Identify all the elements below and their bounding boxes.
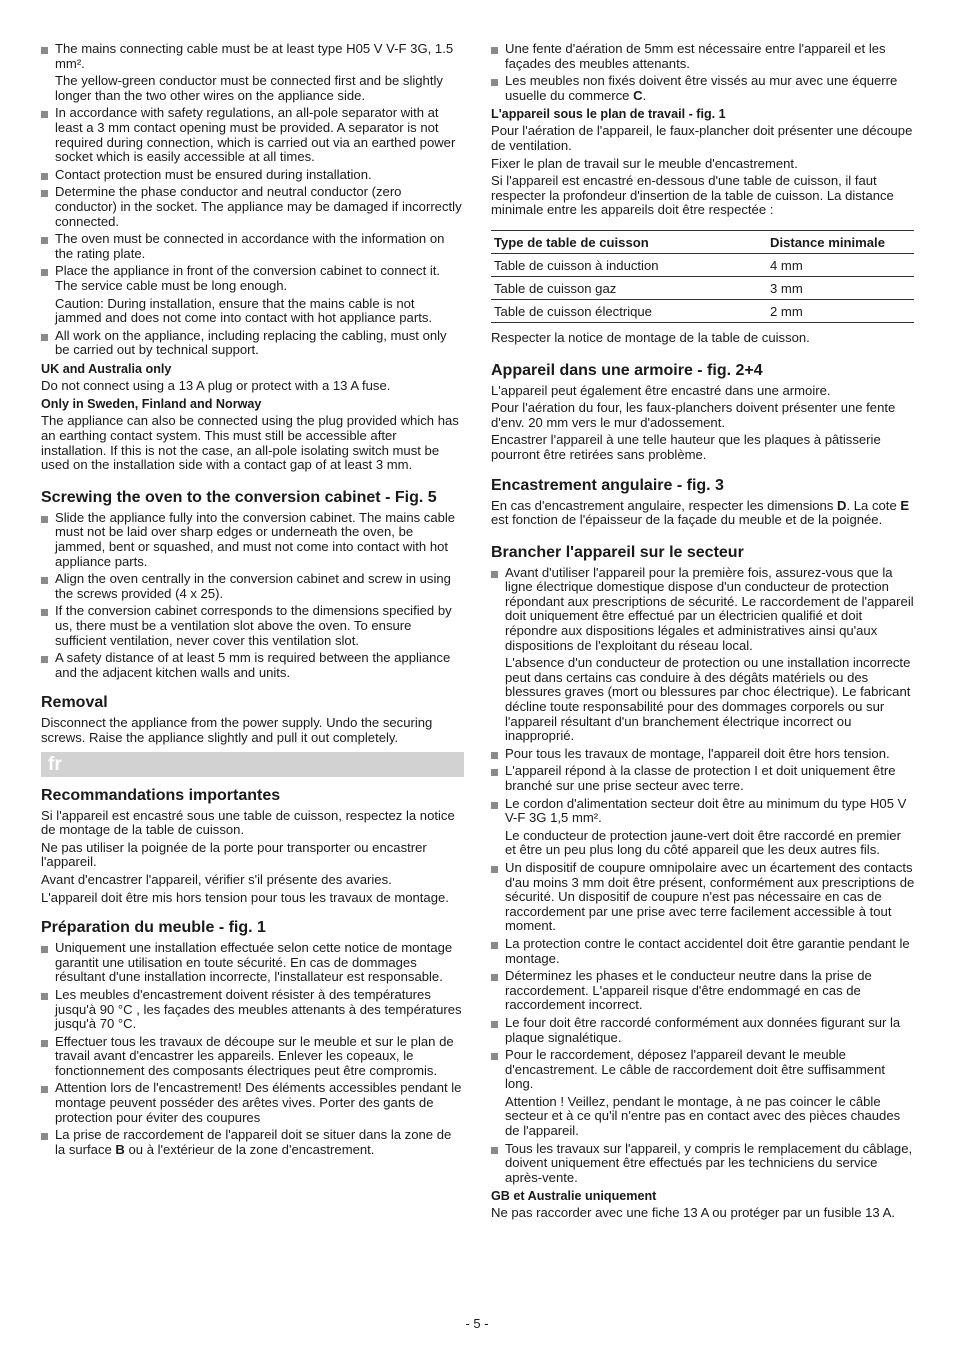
list-item-text: Effectuer tous les travaux de découpe sur le meuble et sur le plan de travail avant d'encastrer les appareils. Enlever les copeaux, le fonctionnement des composants électriques peut être compromis. <box>55 1033 454 1078</box>
list-item <box>41 185 464 229</box>
list-item-text <box>505 74 915 103</box>
angular-heading: Encastrement angulaire - fig. 3 <box>491 476 724 494</box>
table-cell: Table de cuisson gaz <box>491 276 767 299</box>
table-cell: 2 mm <box>767 299 914 322</box>
list-item-text: A safety distance of at least 5 mm is required between the appliance and the adjacent kitchen walls and units. <box>55 650 451 680</box>
list-item <box>41 651 464 680</box>
text-run: est fonction de l'épaisseur de la façade du meuble et de la poignée. <box>491 512 883 528</box>
armoire-paragraph: L'appareil peut également être encastré dans une armoire. <box>491 382 831 398</box>
list-item-text: Tous les travaux sur l'appareil, y compris le remplacement du câblage, doivent uniquement être effectués par les techniciens du service après-vente. <box>505 1140 913 1185</box>
language-code: fr <box>48 753 62 775</box>
list-item-text: L'appareil répond à la classe de protection I et doit uniquement être branché sur une prise secteur avec terre. <box>505 763 896 793</box>
list-item <box>491 861 915 934</box>
list-item-text: If the conversion cabinet corresponds to the dimensions specified by us, there must be a ventilation slot above the oven. To ensure sufficient ventilation, never cover this ventilation slot. <box>55 603 452 648</box>
recommandations-heading: Recommandations importantes <box>41 786 281 804</box>
text-run: La prise de raccordement de l'appareil doit se situer dans la zone de la surface <box>55 1127 452 1157</box>
list-item-text: Pour le raccordement, déposez l'appareil devant le meuble d'encastrement. Le câble de raccordement doit être suffisamment long. <box>505 1047 885 1092</box>
list-item <box>491 1048 915 1139</box>
list-item <box>491 797 915 858</box>
uk-text: Do not connect using a 13 A plug or protect with a 13 A fuse. <box>41 377 391 393</box>
removal-text: Disconnect the appliance from the power supply. Undo the securing screws. Raise the appliance slightly and pull it out completely. <box>41 715 433 745</box>
list-item <box>41 1081 464 1125</box>
list-item-text: Avant d'utiliser l'appareil pour la première fois, assurez-vous que la ligne électrique domestique dispose d'un conducteur de protection répondant aux prescriptions de sécurité. Le raccordement de l'appareil doit uniquement être effectué par un électricien qualifié et doit répondre aux dispositions légales et administratives ainsi qu'aux dispositions de l'exploitant du réseau local. <box>505 564 914 653</box>
page-number: - 5 - <box>465 1316 489 1331</box>
list-item <box>41 511 464 569</box>
list-item-text: Un dispositif de coupure omnipolaire avec un écartement des contacts d'au moins 3 mm doit être présent, conformément aux prescriptions de sécurité. Un dispositif de coupure n'est pas nécessaire en cas de raccordement par une prise avec terre facilement accessible à tout moment. <box>505 859 915 934</box>
text-run: Les meubles non fixés doivent être vissés au mur avec une équerre usuelle du commerce <box>505 73 898 103</box>
list-item-text: Le four doit être raccordé conformément aux données figurant sur la plaque signalétique. <box>505 1014 901 1045</box>
gb-heading: GB et Australie uniquement <box>491 1189 657 1204</box>
under-worktop-paragraph: Pour l'aération de l'appareil, le faux-plancher doit présenter une découpe de ventilation. <box>491 123 913 153</box>
list-item-text: Contact protection must be ensured during installation. <box>55 166 372 182</box>
list-item <box>41 232 464 261</box>
left-column <box>41 42 464 1160</box>
list-item-note: The yellow-green conductor must be connected first and be slightly longer than the two other wires on the appliance side. <box>55 73 443 103</box>
dimension-label: D <box>837 497 847 513</box>
list-item-text: The oven must be connected in accordance with the information on the rating plate. <box>55 231 445 261</box>
list-item <box>41 941 464 985</box>
list-item-text: The mains connecting cable must be at least type H05 V V-F 3G, 1.5 mm². <box>55 41 454 71</box>
table-cell: 3 mm <box>767 276 914 299</box>
list-item-text: Determine the phase conductor and neutral conductor (zero conductor) in the socket. The appliance may be damaged if incorrectly connected. <box>55 184 462 229</box>
list-item-text: Slide the appliance fully into the conversion cabinet. The mains cable must not be laid over sharp edges or underneath the oven, be jammed, bent or squashed, and must not come into contact with hot appliance parts. <box>55 509 456 569</box>
connection-requirements-list <box>41 42 464 358</box>
list-item-note: Le conducteur de protection jaune-vert doit être raccordé en premier et être un peu plus long du côté appareil que les deux autres fils. <box>505 827 901 858</box>
table-header-row <box>491 230 914 253</box>
table-row <box>491 299 914 322</box>
list-item <box>491 566 915 744</box>
list-item-text: Place the appliance in front of the conversion cabinet to connect it. The service cable must be long enough. <box>55 263 441 293</box>
list-item <box>41 988 464 1032</box>
text-run: . La cote <box>846 497 901 513</box>
dimension-label: E <box>900 497 910 513</box>
under-worktop-paragraph: Si l'appareil est encastré en-dessous d'une table de cuisson, il faut respecter la profondeur d'insertion de la table de cuisson. La distance minimale entre les appareils doit être respectée : <box>491 173 894 218</box>
column-header-min-distance: Distance minimale <box>767 230 914 253</box>
list-item-text: Une fente d'aération de 5mm est nécessaire entre l'appareil et les façades des meubles attenants. <box>505 41 886 71</box>
right-column <box>491 42 915 1224</box>
recommandation-paragraph: Ne pas utiliser la poignée de la porte pour transporter ou encastrer l'appareil. <box>41 839 427 870</box>
list-item-text: Le cordon d'alimentation secteur doit être au minimum du type H05 V V-F 3G 1,5 mm². <box>505 795 907 826</box>
preparation-list <box>41 941 464 1157</box>
recommandation-paragraph: Avant d'encastrer l'appareil, vérifier s'il présente des avaries. <box>41 871 392 887</box>
list-item <box>491 74 915 103</box>
text-run: . <box>642 87 647 103</box>
table-note: Respecter la notice de montage de la table de cuisson. <box>491 329 810 345</box>
recommandation-paragraph: Si l'appareil est encastré sous une table de cuisson, respectez la notice de montage de la table de cuisson. <box>41 807 455 838</box>
list-item-note: Caution: During installation, ensure that the mains cable is not jammed and does not come into contact with hot appliance parts. <box>55 295 433 326</box>
hob-distance-table <box>491 230 914 323</box>
list-item <box>491 747 915 762</box>
list-item-text: Déterminez les phases et le conducteur neutre dans la prise de raccordement. L'appareil risque d'être endommagé en cas de raccordement incorrect. <box>505 968 872 1013</box>
list-item <box>491 1016 915 1045</box>
text-run: En cas d'encastrement angulaire, respecter les dimensions <box>491 497 838 513</box>
angular-text <box>491 499 915 528</box>
table-cell: Table de cuisson électrique <box>491 299 767 322</box>
list-item <box>491 937 915 966</box>
recommandation-paragraph: L'appareil doit être mis hors tension pour tous les travaux de montage. <box>41 889 449 905</box>
list-item-text: Pour tous les travaux de montage, l'appareil doit être hors tension. <box>505 745 890 761</box>
list-item <box>491 969 915 1013</box>
table-row <box>491 276 914 299</box>
list-item <box>491 42 915 71</box>
table-row <box>491 253 914 276</box>
list-item <box>41 1128 464 1157</box>
under-worktop-heading: L'appareil sous le plan de travail - fig. 1 <box>491 107 726 122</box>
bracket-label: C <box>633 87 643 103</box>
list-item <box>41 264 464 325</box>
armoire-heading: Appareil dans une armoire - fig. 2+4 <box>491 361 763 379</box>
list-item-text: La protection contre le contact accidentel doit être garantie pendant le montage. <box>505 935 910 966</box>
list-item <box>41 604 464 648</box>
brancher-list <box>491 566 915 1186</box>
brancher-heading: Brancher l'appareil sur le secteur <box>491 543 744 561</box>
column-header-hob-type: Type de table de cuisson <box>491 230 767 253</box>
nordic-heading: Only in Sweden, Finland and Norway <box>41 397 262 412</box>
list-item <box>41 168 464 183</box>
removal-heading: Removal <box>41 694 108 712</box>
armoire-paragraph: Encastrer l'appareil à une telle hauteur que les plaques à pâtisserie pourront être retirées sans problème. <box>491 432 881 462</box>
armoire-paragraph: Pour l'aération du four, les faux-planchers doivent présenter une fente d'env. 20 mm vers le mur d'adossement. <box>491 400 896 430</box>
list-item-text: Attention lors de l'encastrement! Des éléments accessibles pendant le montage peuvent posséder des arêtes vives. Porter des gants de protection pour éviter des coupures <box>55 1080 462 1125</box>
list-item <box>41 329 464 358</box>
list-item <box>491 1142 915 1186</box>
list-item-note: L'absence d'un conducteur de protection ou une installation incorrecte peut dans certains cas conduire à des dégâts matériels ou des blessures graves (mort ou blessures par choc électrique). Le fabricant décline toute responsabilité pour des dommages corporels ou sur l'appareil résultant d'un branchement électrique incorrect ou inapproprié. <box>505 655 911 744</box>
list-item-note: Attention ! Veillez, pendant le montage, à ne pas coincer le câble secteur et à ce qu'il n'entre pas en contact avec des pièces chaudes de l'appareil. <box>505 1093 901 1139</box>
list-item-text: Les meubles d'encastrement doivent résister à des températures jusqu'à 90 °C , les façades des meubles attenants à des températures jusqu'à 70 °C. <box>55 986 462 1032</box>
screwing-heading: Screwing the oven to the conversion cabinet - Fig. 5 <box>41 488 437 506</box>
list-item <box>41 106 464 164</box>
ventilation-list <box>491 42 915 103</box>
list-item <box>491 764 915 793</box>
language-bar <box>41 752 464 777</box>
list-item-text: Uniquement une installation effectuée selon cette notice de montage garantit une utilisation en toute sécurité. En cas de dommages résultant d'une installation incorrecte, l'installateur est responsable. <box>55 940 453 985</box>
zone-label: B <box>115 1141 125 1157</box>
table-cell: Table de cuisson à induction <box>491 253 767 276</box>
table-cell: 4 mm <box>767 253 914 276</box>
list-item <box>41 572 464 601</box>
screwing-list <box>41 511 464 681</box>
preparation-heading: Préparation du meuble - fig. 1 <box>41 919 266 937</box>
list-item <box>41 42 464 103</box>
list-item-text: Align the oven centrally in the conversion cabinet and screw in using the screws provided (4 x 25). <box>55 571 451 601</box>
list-item-text: In accordance with safety regulations, an all-pole separator with at least a 3 mm contact opening must be provided. A separator is not required during connection, which is carried out via an earthed power socket which is easily accessible at all times. <box>55 105 456 165</box>
text-run: ou à l'extérieur de la zone d'encastrement. <box>124 1141 375 1157</box>
nordic-text: The appliance can also be connected using the plug provided which has an earthing contact system. This must still be accessible after installation. If this is not the case, an all-pole isolating switch must be used on the installation side with a contact gap of at least 3 mm. <box>41 413 459 473</box>
gb-text: Ne pas raccorder avec une fiche 13 A ou protéger par un fusible 13 A. <box>491 1205 895 1221</box>
list-item-text: All work on the appliance, including replacing the cabling, must only be carried out by technical support. <box>55 327 447 358</box>
list-item-text <box>55 1128 464 1157</box>
list-item <box>41 1035 464 1079</box>
under-worktop-paragraph: Fixer le plan de travail sur le meuble d'encastrement. <box>491 155 798 171</box>
uk-heading: UK and Australia only <box>41 361 172 376</box>
